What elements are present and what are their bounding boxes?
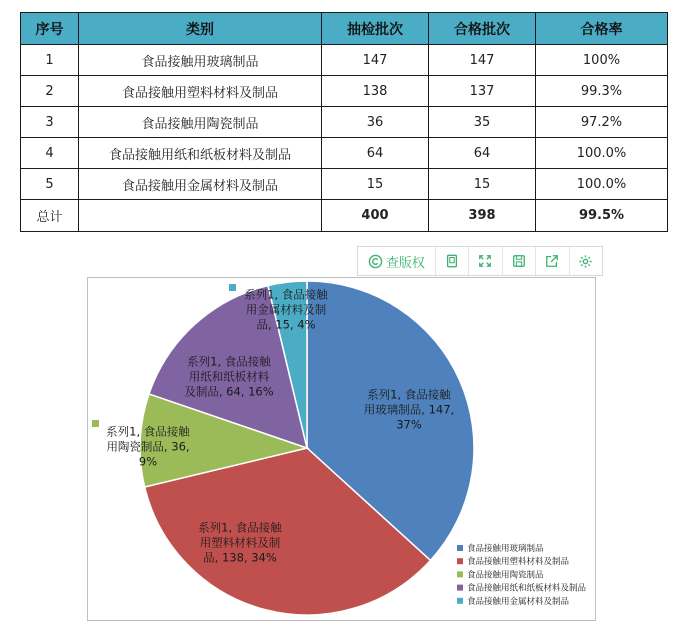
table-row [21, 138, 668, 169]
cell-rate: 100.0% [536, 138, 668, 169]
chart-toolbar [357, 246, 603, 276]
table-total-row [21, 200, 668, 232]
header-pass-rate: 合格率 [536, 13, 668, 45]
data-label-marker [229, 284, 236, 291]
copyright-icon [368, 254, 383, 269]
cell-rate: 100% [536, 45, 668, 76]
cell-sampled: 64 [322, 138, 429, 169]
cell-index: 2 [21, 76, 79, 107]
table-row [21, 76, 668, 107]
copy-icon [445, 254, 459, 268]
header-qualified-batches: 合格批次 [429, 13, 536, 45]
cell-qualified: 147 [429, 45, 536, 76]
total-sampled: 400 [322, 200, 429, 232]
total-label: 总计 [21, 200, 79, 232]
cell-qualified: 137 [429, 76, 536, 107]
cell-sampled: 138 [322, 76, 429, 107]
legend-label: 食品接触用纸和纸板材料及制品 [467, 583, 587, 594]
legend-label: 食品接触用陶瓷制品 [467, 570, 544, 581]
legend-swatch [457, 545, 463, 551]
cell-qualified: 64 [429, 138, 536, 169]
cell-category: 食品接触用金属材料及制品 [79, 169, 322, 200]
settings-icon [578, 254, 593, 269]
legend-label: 食品接触用金属材料及制品 [467, 596, 570, 607]
total-rate: 99.5% [536, 200, 668, 232]
table-row [21, 107, 668, 138]
cell-index: 5 [21, 169, 79, 200]
chart-legend [457, 543, 587, 607]
table-row [21, 45, 668, 76]
data-label: 系列1, 食品接触用纸和纸板材料及制品, 64, 16% [184, 354, 274, 399]
cell-rate: 100.0% [536, 169, 668, 200]
cell-sampled: 147 [322, 45, 429, 76]
header-sampled-batches: 抽检批次 [322, 13, 429, 45]
table-row [21, 169, 668, 200]
share-button[interactable] [536, 247, 569, 275]
legend-label: 食品接触用玻璃制品 [467, 544, 544, 554]
data-label: 系列1, 食品接触用塑料材料及制品, 138, 34% [198, 520, 282, 565]
total-category [79, 200, 322, 232]
cell-index: 3 [21, 107, 79, 138]
cell-rate: 97.2% [536, 107, 668, 138]
data-label: 系列1, 食品接触用陶瓷制品, 36, 9% [106, 424, 190, 469]
copy-button[interactable] [436, 247, 469, 275]
data-label-marker [92, 420, 99, 427]
cell-rate: 99.3% [536, 76, 668, 107]
cell-category: 食品接触用塑料材料及制品 [79, 76, 322, 107]
total-qualified: 398 [429, 200, 536, 232]
cell-qualified: 35 [429, 107, 536, 138]
data-label: 系列1, 食品接触用玻璃制品, 147, 37% [363, 387, 455, 432]
header-category: 类别 [79, 13, 322, 45]
table-header-row [21, 13, 668, 45]
cell-index: 4 [21, 138, 79, 169]
pie-chart [88, 278, 597, 622]
cell-sampled: 15 [322, 169, 429, 200]
fullscreen-button[interactable] [469, 247, 502, 275]
copyright-label: 查版权 [385, 255, 425, 271]
cell-sampled: 36 [322, 107, 429, 138]
legend-swatch [457, 571, 463, 577]
share-icon [545, 254, 559, 268]
cell-category: 食品接触用纸和纸板材料及制品 [79, 138, 322, 169]
settings-button[interactable] [570, 247, 602, 275]
save-icon [512, 254, 526, 268]
cell-category: 食品接触用陶瓷制品 [79, 107, 322, 138]
legend-swatch [457, 598, 463, 604]
fullscreen-icon [478, 254, 492, 268]
cell-qualified: 15 [429, 169, 536, 200]
header-index: 序号 [21, 13, 79, 45]
legend-label: 食品接触用塑料材料及制品 [467, 557, 570, 568]
inspection-table [20, 12, 668, 232]
pie-chart-frame [87, 277, 596, 621]
cell-category: 食品接触用玻璃制品 [79, 45, 322, 76]
copyright-button[interactable] [358, 247, 436, 275]
legend-swatch [457, 585, 463, 591]
legend-swatch [457, 558, 463, 564]
data-label: 系列1, 食品接触用金属材料及制品, 15, 4% [244, 287, 328, 332]
cell-index: 1 [21, 45, 79, 76]
save-button[interactable] [503, 247, 536, 275]
